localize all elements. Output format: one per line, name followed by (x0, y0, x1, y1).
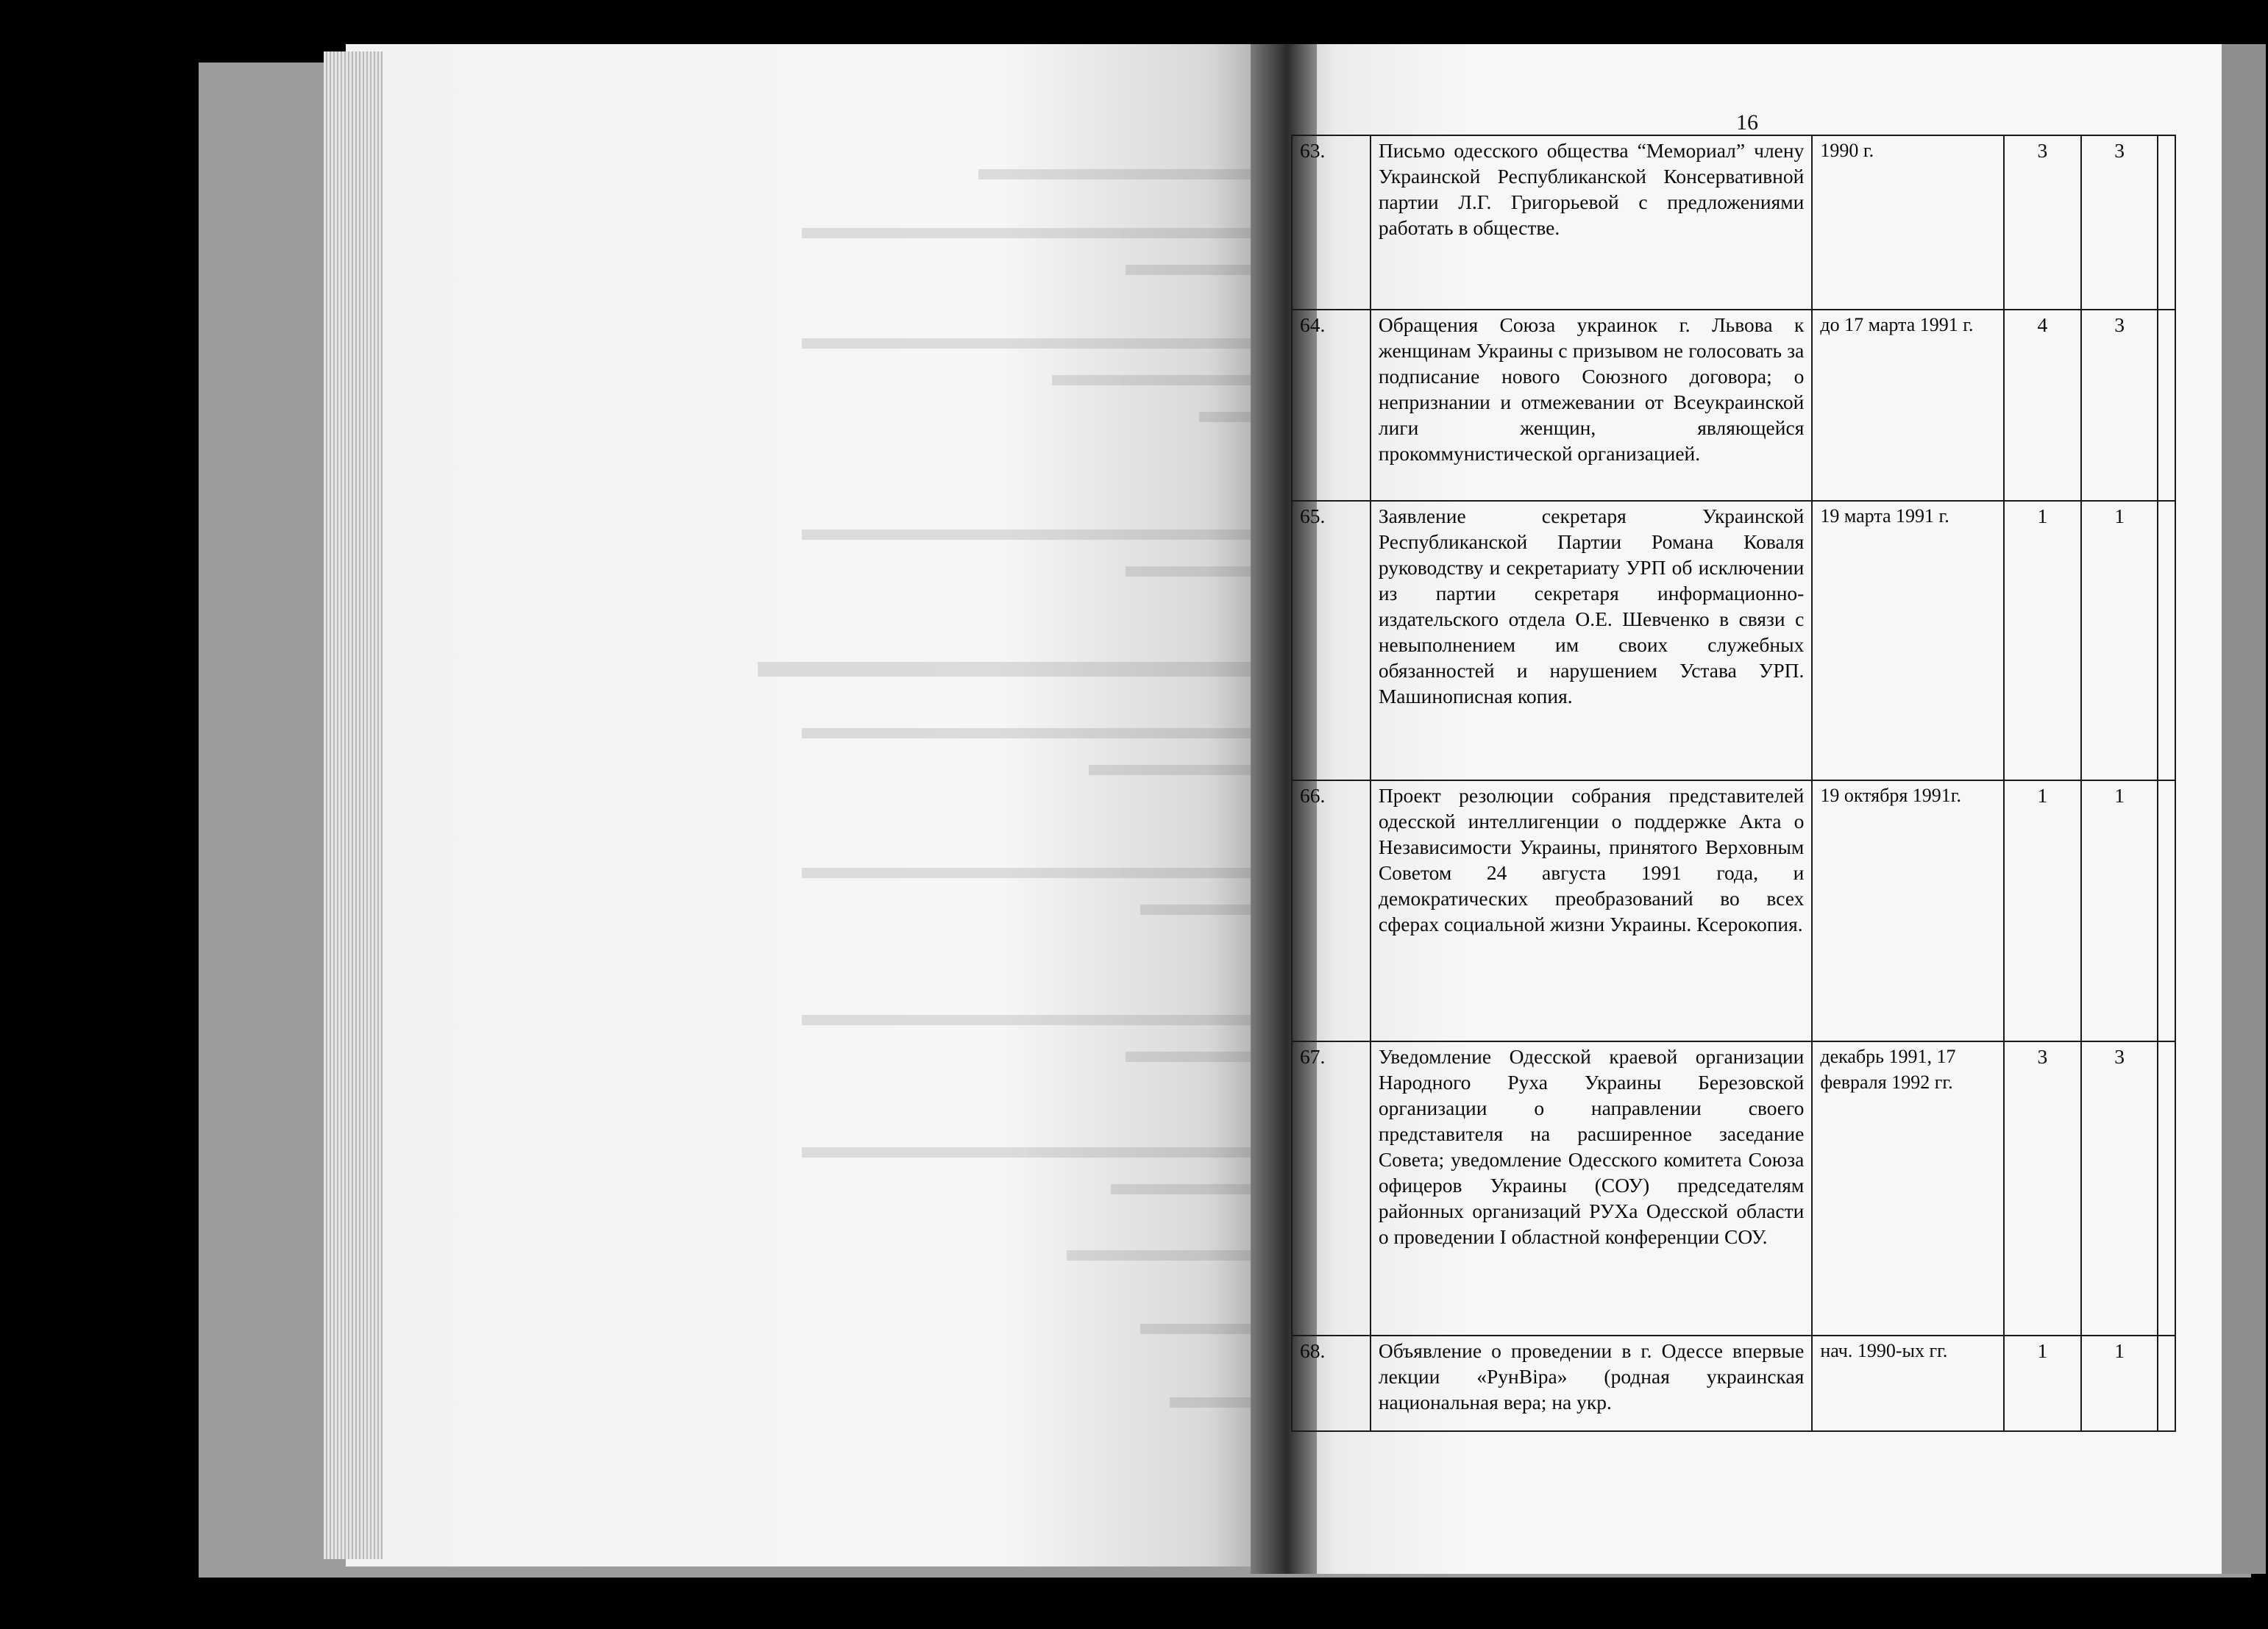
notes-cell (2158, 1336, 2175, 1431)
copy-count: 1 (2081, 780, 2158, 1041)
row-number: 68. (1292, 1336, 1371, 1431)
document-date: 19 марта 1991 г. (1812, 501, 2004, 780)
copy-count: 3 (2081, 135, 2158, 310)
page-stack-edges (324, 51, 383, 1559)
table-row (1292, 780, 2175, 1041)
copy-count: 1 (2081, 501, 2158, 780)
sheet-count: 4 (2004, 310, 2081, 501)
sheet-count: 1 (2004, 1336, 2081, 1431)
copy-count: 3 (2081, 310, 2158, 501)
document-date: нач. 1990-ых гг. (1812, 1336, 2004, 1431)
row-number: 66. (1292, 780, 1371, 1041)
table-row (1292, 135, 2175, 310)
page-number: 16 (1736, 110, 1758, 135)
catalog-table (1291, 135, 2176, 1432)
document-title: Заявление секретаря Украинской Республиканской Партии Романа Коваля руководству и секретариату УРП об исключении из партии секретаря информационно-издательского отдела О.Е. Шевченко в связи с невыполнением им своих служебных обязанностей и нарушением Устава УРП. Машинописная копия. (1371, 501, 1813, 780)
sheet-count: 3 (2004, 1041, 2081, 1336)
left-page (346, 44, 1284, 1566)
document-title: Обращения Союза украинок г. Львова к женщинам Украины с призывом не голосовать за подписание нового Союзного договора; о непризнании и отмежевании от Всеукраинской лиги женщин, являющейся прокоммунистической организацией. (1371, 310, 1813, 501)
row-number: 64. (1292, 310, 1371, 501)
document-date: 1990 г. (1812, 135, 2004, 310)
document-title: Уведомление Одесской краевой организации Народного Руха Украины Березовской организации о направлении своего представителя на расширенное заседание Совета; уведомление Одесского комитета Союза офицеров Украины (СОУ) председателям районных организаций РУХа Одесской области о проведении I областной конференции СОУ. (1371, 1041, 1813, 1336)
document-date: 19 октября 1991г. (1812, 780, 2004, 1041)
row-number: 65. (1292, 501, 1371, 780)
copy-count: 3 (2081, 1041, 2158, 1336)
copy-count: 1 (2081, 1336, 2158, 1431)
document-title: Письмо одесского общества “Мемориал” члену Украинской Республиканской Консервативной партии Л.Г. Григорьевой с предложениями работать в обществе. (1371, 135, 1813, 310)
row-number: 67. (1292, 1041, 1371, 1336)
sheet-count: 1 (2004, 501, 2081, 780)
notes-cell (2158, 1041, 2175, 1336)
document-date: до 17 марта 1991 г. (1812, 310, 2004, 501)
row-number: 63. (1292, 135, 1371, 310)
notes-cell (2158, 501, 2175, 780)
table-row (1292, 1336, 2175, 1431)
table-row (1292, 501, 2175, 780)
notes-cell (2158, 780, 2175, 1041)
notes-cell (2158, 135, 2175, 310)
table-row (1292, 1041, 2175, 1336)
document-date: декабрь 1991, 17 февраля 1992 гг. (1812, 1041, 2004, 1336)
sheet-count: 3 (2004, 135, 2081, 310)
notes-cell (2158, 310, 2175, 501)
document-title: Объявление о проведении в г. Одессе впервые лекции «РунВіра» (родная украинская национальная вера; на укр. (1371, 1336, 1813, 1431)
table-row (1292, 310, 2175, 501)
sheet-count: 1 (2004, 780, 2081, 1041)
document-title: Проект резолюции собрания представителей одесской интеллигенции о поддержке Акта о Независимости Украины, принятого Верховным Советом 24 августа 1991 года, и демократических преобразований во всех сферах социальной жизни Украины. Ксерокопия. (1371, 780, 1813, 1041)
table-clip (1280, 44, 2222, 1559)
